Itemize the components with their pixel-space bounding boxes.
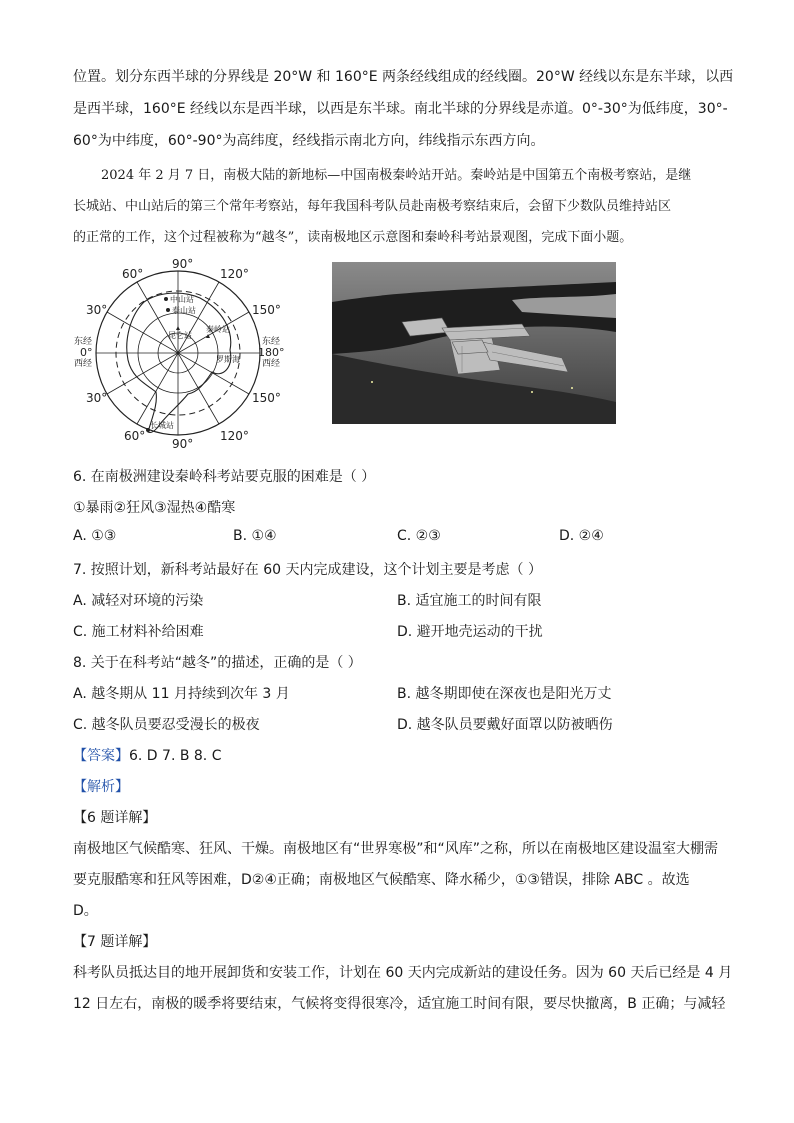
station-label: 秦岭站	[206, 325, 230, 334]
paragraph-line: 60°为中纬度，60°-90°为高纬度，经线指示南北方向，纬线指示东西方向。	[73, 133, 545, 149]
lon-label: 东经	[74, 337, 93, 347]
q8-option-c: C. 越冬队员要忍受漫长的极夜	[73, 717, 260, 733]
question-8-stem: 8. 关于在科考站“越冬”的描述，正确的是（ ）	[73, 655, 362, 671]
station-label: 长城站	[150, 421, 174, 430]
station-label: 泰山站	[172, 306, 196, 315]
paragraph-line: 长城站、中山站后的第三个常年考察站，每年我国科考队员赴南极考察结束后，会留下少数队员维持站区	[73, 199, 672, 214]
lon-label: 西经	[74, 359, 93, 369]
lon-label: 150°	[252, 391, 281, 405]
question-6-items: ①暴雨②狂风③湿热④酷寒	[73, 500, 236, 516]
q6-option-a: A. ①③	[73, 528, 117, 544]
lon-label: 30°	[86, 391, 108, 405]
q7-option-b: B. 适宜施工的时间有限	[397, 593, 542, 609]
lon-label: 120°	[220, 429, 249, 443]
paragraph-line: 是西半球，160°E 经线以东是西半球，以西是东半球。南北半球的分界线是赤道。0°-30°为低纬度，30°-	[73, 101, 728, 117]
lon-label: 150°	[252, 303, 281, 317]
q6-option-c: C. ②③	[397, 528, 441, 544]
q8-option-a: A. 越冬期从 11 月持续到次年 3 月	[73, 686, 290, 702]
detail-6-line: 要克服酷寒和狂风等困难，D②④正确；南极地区气候酷寒、降水稀少，①③错误，排除 ABC 。故选	[73, 872, 690, 888]
detail-7-label: 【7 题详解】	[73, 934, 157, 950]
answer-value: 6. D 7. B 8. C	[129, 748, 222, 764]
answer-label: 【答案】	[73, 748, 129, 764]
paragraph-line: 位置。划分东西半球的分界线是 20°W 和 160°E 两条经线组成的经线圈。20°W 经线以东是东半球，以西	[73, 69, 734, 85]
station-label: 中山站	[170, 295, 194, 304]
question-7-stem: 7. 按照计划，新科考站最好在 60 天内完成建设，这个计划主要是考虑（ ）	[73, 562, 542, 578]
q6-option-b: B. ①④	[233, 528, 277, 544]
antarctica-map	[72, 252, 284, 450]
paragraph-line: 的正常的工作，这个过程被称为“越冬”，读南极地区示意图和秦岭科考站景观图，完成下面小题。	[73, 230, 633, 245]
answer-line	[73, 745, 221, 765]
q8-option-d: D. 越冬队员要戴好面罩以防被晒伤	[397, 717, 613, 733]
analysis-label: 【解析】	[73, 779, 129, 795]
detail-7-line: 12 日左右，南极的暖季将要结束，气候将变得很寒冷，适宜施工时间有限，要尽快撤离，B 正确；与减轻	[73, 996, 726, 1012]
q7-option-d: D. 避开地壳运动的干扰	[397, 624, 543, 640]
lon-label: 180°	[258, 346, 284, 359]
lon-label: 120°	[220, 267, 249, 281]
qinling-station-photo	[332, 262, 616, 424]
station-label: 昆仑站	[168, 331, 192, 340]
paragraph-line: 2024 年 2 月 7 日，南极大陆的新地标—中国南极秦岭站开站。秦岭站是中国第五个南极考察站，是继	[101, 168, 692, 183]
lon-label: 30°	[86, 303, 108, 317]
detail-6-line: D。	[73, 903, 98, 919]
question-6-stem: 6. 在南极洲建设秦岭科考站要克服的困难是（ ）	[73, 469, 376, 485]
lon-label: 60°	[124, 429, 146, 443]
lon-label: 90°	[172, 437, 194, 450]
detail-7-line: 科考队员抵达目的地开展卸货和安装工作，计划在 60 天内完成新站的建设任务。因为 60 天后已经是 4 月	[73, 965, 733, 981]
q8-option-b: B. 越冬期即使在深夜也是阳光万丈	[397, 686, 612, 702]
lon-label: 东经	[262, 337, 281, 347]
lon-label: 0°	[80, 346, 93, 359]
q6-option-d: D. ②④	[559, 528, 604, 544]
detail-6-line: 南极地区气候酷寒、狂风、干燥。南极地区有“世界寒极”和“风库”之称，所以在南极地区建设温室大棚需	[73, 841, 719, 857]
sea-label: 罗斯海	[216, 355, 240, 364]
lon-label: 90°	[172, 257, 194, 271]
q7-option-c: C. 施工材料补给困难	[73, 624, 204, 640]
detail-6-label: 【6 题详解】	[73, 810, 157, 826]
lon-label: 西经	[262, 359, 281, 369]
lon-label: 60°	[122, 267, 144, 281]
q7-option-a: A. 减轻对环境的污染	[73, 593, 204, 609]
